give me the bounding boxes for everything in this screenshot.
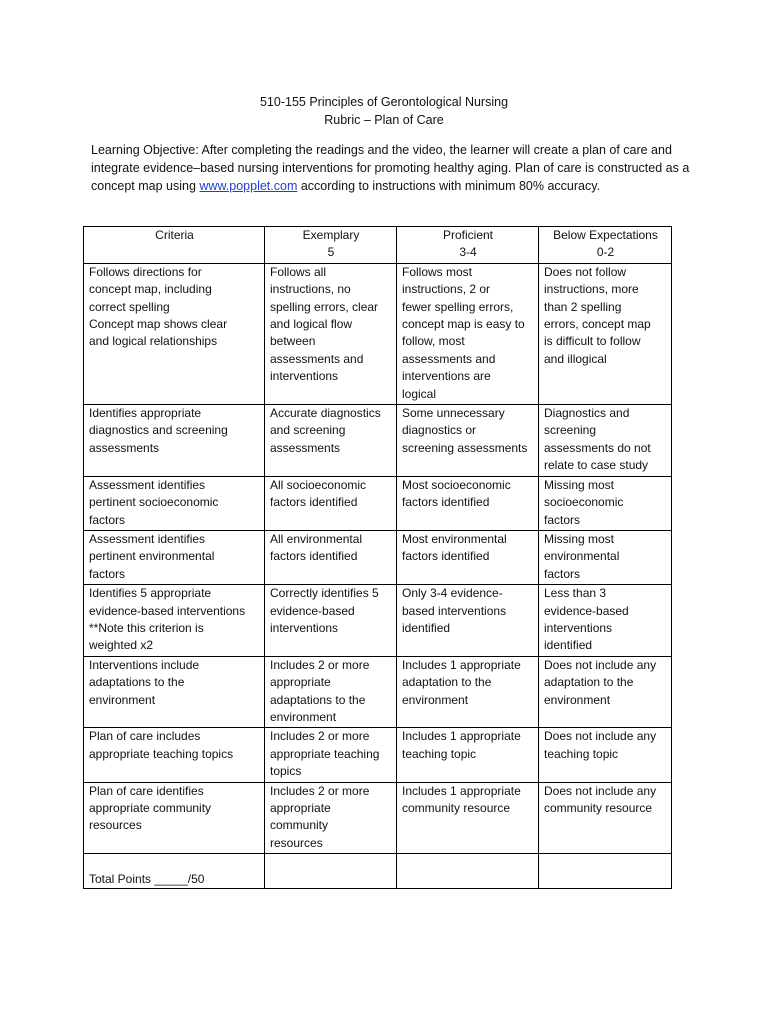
header-label: Exemplary: [302, 228, 360, 242]
table-row: [84, 782, 672, 854]
criteria-cell: Interventions include adaptations to the environment: [84, 656, 265, 728]
header-row: [84, 227, 672, 264]
exemplary-cell: Includes 2 or more appropriate adaptations to the environment: [265, 656, 397, 728]
total-points-label: Total Points _____/50: [84, 854, 265, 889]
course-title: 510-155 Principles of Gerontological Nursing: [259, 95, 509, 109]
below-expectations-cell: Does not include any community resource: [539, 782, 672, 854]
criteria-cell: Plan of care identifies appropriate community resources: [84, 782, 265, 854]
proficient-cell: Includes 1 appropriate adaptation to the environment: [397, 656, 539, 728]
header-label: Proficient: [442, 228, 494, 242]
proficient-cell: Follows most instructions, 2 or fewer spelling errors, concept map is easy to follow, most assessments and interventions are logical: [397, 263, 539, 404]
objective-text: Learning Objective: After completing the readings and the video, the learner will create a plan of care and integrate evidence–based nursing interventions for promoting healthy aging. Plan of care is constructed as a concept map using: [91, 143, 690, 193]
criteria-cell: Identifies appropriate diagnostics and screening assessments: [84, 405, 265, 477]
table-row: [84, 476, 672, 530]
header-criteria: [84, 227, 265, 264]
proficient-cell: Includes 1 appropriate teaching topic: [397, 728, 539, 782]
below-expectations-cell: Does not include any adaptation to the environment: [539, 656, 672, 728]
exemplary-cell: Follows all instructions, no spelling errors, clear and logical flow between assessments and interventions: [265, 263, 397, 404]
criteria-cell: Assessment identifies pertinent socioeconomic factors: [84, 476, 265, 530]
header-points: 0-2: [596, 245, 615, 260]
header-label: Criteria: [155, 228, 194, 242]
table-row: [84, 405, 672, 477]
empty-cell: [265, 854, 397, 889]
rubric-title: Rubric – Plan of Care: [324, 113, 444, 127]
below-expectations-cell: Diagnostics and screening assessments do not relate to case study: [539, 405, 672, 477]
proficient-cell: Only 3-4 evidence- based interventions identified: [397, 585, 539, 657]
table-row: [84, 585, 672, 657]
header-label: Below Expectations: [553, 228, 658, 242]
criteria-cell: Plan of care includes appropriate teaching topics: [84, 728, 265, 782]
exemplary-cell: Includes 2 or more appropriate community resources: [265, 782, 397, 854]
rubric-table: [83, 226, 672, 889]
objective-text-end: according to instructions with minimum 80% accuracy.: [297, 179, 601, 193]
proficient-cell: Some unnecessary diagnostics or screening assessments: [397, 405, 539, 477]
empty-cell: [539, 854, 672, 889]
below-expectations-cell: Less than 3 evidence-based interventions identified: [539, 585, 672, 657]
popplet-link[interactable]: www.popplet.com: [199, 179, 298, 193]
criteria-cell: Follows directions for concept map, including correct spelling Concept map shows clear and logical relationships: [84, 263, 265, 404]
criteria-cell: Assessment identifies pertinent environmental factors: [84, 530, 265, 584]
table-row: [84, 263, 672, 404]
exemplary-cell: Includes 2 or more appropriate teaching topics: [265, 728, 397, 782]
header-points: 5: [327, 245, 335, 260]
table-row: [84, 728, 672, 782]
total-row: [84, 854, 672, 889]
empty-cell: [397, 854, 539, 889]
below-expectations-cell: Missing most socioeconomic factors: [539, 476, 672, 530]
proficient-cell: Includes 1 appropriate community resource: [397, 782, 539, 854]
exemplary-cell: Correctly identifies 5 evidence-based interventions: [265, 585, 397, 657]
exemplary-cell: All environmental factors identified: [265, 530, 397, 584]
header-points: 3-4: [459, 245, 477, 260]
table-row: [84, 530, 672, 584]
below-expectations-cell: Does not follow instructions, more than 2 spelling errors, concept map is difficult to follow and illogical: [539, 263, 672, 404]
exemplary-cell: Accurate diagnostics and screening assessments: [265, 405, 397, 477]
below-expectations-cell: Missing most environmental factors: [539, 530, 672, 584]
learning-objective: [91, 141, 691, 195]
header-proficient: [397, 227, 539, 264]
header-below-expectations: [539, 227, 672, 264]
header-exemplary: [265, 227, 397, 264]
proficient-cell: Most socioeconomic factors identified: [397, 476, 539, 530]
exemplary-cell: All socioeconomic factors identified: [265, 476, 397, 530]
proficient-cell: Most environmental factors identified: [397, 530, 539, 584]
criteria-cell: Identifies 5 appropriate evidence-based interventions **Note this criterion is weighted x2: [84, 585, 265, 657]
below-expectations-cell: Does not include any teaching topic: [539, 728, 672, 782]
table-row: [84, 656, 672, 728]
